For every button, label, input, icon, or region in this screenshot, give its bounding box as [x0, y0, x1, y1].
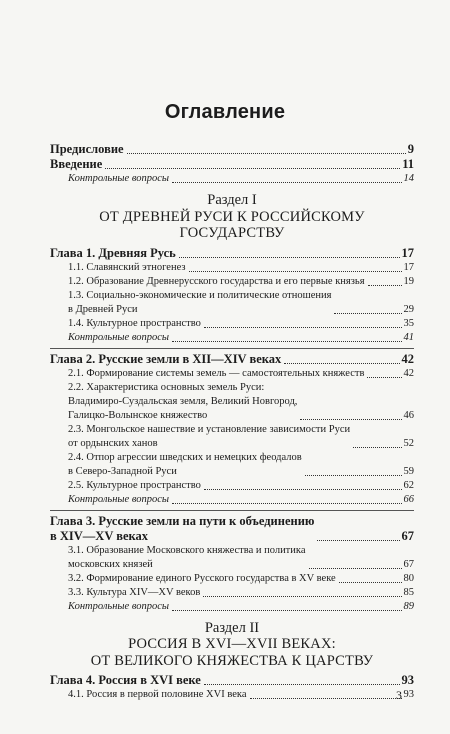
part-title: РОССИЯ В XVI—XVII ВЕКАХ: ОТ ВЕЛИКОГО КНЯЖЕСТВА К ЦАРСТВУ: [90, 636, 374, 669]
entry-page: 11: [402, 157, 414, 171]
toc-chapter-entry[interactable]: [50, 157, 414, 172]
toc-section-entry[interactable]: [50, 572, 414, 586]
entry-page: 42: [403, 367, 414, 379]
entry-page: 93: [403, 689, 414, 700]
dot-leader: [250, 698, 402, 699]
dot-leader: [203, 596, 401, 597]
entry-page: 80: [403, 572, 414, 584]
entry-title: Предисловие: [50, 142, 124, 156]
page-number: 3: [396, 688, 402, 702]
entry-page: 19: [403, 275, 414, 287]
entry-page: 41: [403, 331, 414, 343]
entry-title: Контрольные вопросы: [68, 600, 170, 612]
entry-page: 17: [403, 261, 414, 273]
entry-title: Глава 1. Древняя Русь: [50, 245, 176, 260]
entry-page: 29: [403, 303, 414, 315]
entry-title: 2.4. Отпор агрессии шведских и немецких феодалов в Северо-Западной Руси: [68, 451, 302, 477]
toc-section-entry[interactable]: [50, 275, 414, 289]
entry-page: 85: [403, 586, 414, 598]
dot-leader: [189, 271, 402, 272]
part-label: Раздел I: [207, 192, 257, 208]
part-title: ОТ ДРЕВНЕЙ РУСИ К РОССИЙСКОМУ ГОСУДАРСТВУ: [99, 208, 365, 241]
dot-leader: [172, 341, 401, 342]
dot-leader: [284, 363, 399, 364]
dot-leader: [339, 582, 402, 583]
toc-chapter-entry[interactable]: [50, 673, 414, 688]
entry-page: 89: [403, 600, 414, 612]
toc-chapter-entry[interactable]: [50, 514, 414, 544]
dot-leader: [179, 257, 400, 258]
divider: [50, 510, 414, 511]
toc-questions-entry[interactable]: [50, 600, 414, 614]
dot-leader: [309, 568, 402, 569]
toc-section-entry[interactable]: [50, 586, 414, 600]
table-of-contents: [50, 142, 414, 702]
toc-section-entry[interactable]: [50, 367, 414, 381]
entry-title: 3.3. Культура XIV—XV веков: [68, 586, 201, 598]
entry-page: 14: [403, 173, 414, 184]
dot-leader: [334, 313, 401, 314]
dot-leader: [300, 419, 401, 420]
dot-leader: [172, 182, 401, 183]
toc-section-entry[interactable]: [50, 479, 414, 493]
entry-title: Глава 3. Русские земли на пути к объединению в XIV—XV веках: [50, 513, 315, 543]
divider: [50, 348, 414, 349]
entry-page: 59: [403, 465, 414, 477]
dot-leader: [172, 610, 401, 611]
entry-title: Контрольные вопросы: [68, 493, 170, 505]
toc-section-entry[interactable]: [50, 688, 414, 702]
entry-title: 3.2. Формирование единого Русского государства в XV веке: [68, 572, 336, 584]
dot-leader: [353, 447, 401, 448]
entry-title: Глава 4. Россия в XVI веке: [50, 673, 201, 687]
entry-title: 2.2. Характеристика основных земель Руси: Владимиро-Суздальская земля, Великий Новгород, Галицко-Волынское княжество: [68, 381, 298, 421]
part-label: Раздел II: [204, 619, 260, 636]
toc-section-entry[interactable]: [50, 289, 414, 317]
entry-page: 9: [407, 142, 414, 156]
entry-page: 67: [403, 558, 414, 570]
entry-title: Глава 2. Русские земли в XII—XIV веках: [50, 351, 282, 366]
entry-title: 1.3. Социально-экономические и политические отношения в Древней Руси: [68, 289, 332, 315]
entry-page: 67: [401, 528, 414, 543]
dot-leader: [367, 377, 401, 378]
toc-section-entry[interactable]: [50, 381, 414, 423]
entry-page: 35: [403, 317, 414, 329]
entry-title: 2.1. Формирование системы земель — самостоятельных княжеств: [68, 367, 365, 379]
dot-leader: [172, 503, 401, 504]
toc-chapter-entry[interactable]: [50, 352, 414, 367]
entry-title: Контрольные вопросы: [68, 331, 170, 343]
entry-title: 4.1. Россия в первой половине XVI века: [68, 689, 247, 700]
toc-section-entry[interactable]: [50, 544, 414, 572]
entry-title: 1.2. Образование Древнерусского государства и его первые князья: [68, 275, 365, 287]
entry-title: 2.5. Культурное пространство: [68, 479, 201, 491]
toc-chapter-entry[interactable]: [50, 142, 414, 157]
dot-leader: [105, 168, 400, 169]
toc-chapter-entry[interactable]: [50, 246, 414, 261]
toc-section-entry[interactable]: [50, 423, 414, 451]
entry-page: 42: [401, 351, 414, 366]
dot-leader: [204, 489, 402, 490]
toc-section-entry[interactable]: [50, 451, 414, 479]
toc-questions-entry[interactable]: [50, 331, 414, 345]
entry-page: 62: [403, 479, 414, 491]
part-heading: [50, 192, 414, 242]
toc-questions-entry[interactable]: [50, 172, 414, 186]
toc-questions-entry[interactable]: [50, 493, 414, 507]
toc-section-entry[interactable]: [50, 317, 414, 331]
dot-leader: [317, 540, 399, 541]
entry-page: 17: [401, 245, 414, 260]
entry-title: 1.1. Славянский этногенез: [68, 261, 186, 273]
entry-page: 93: [401, 673, 414, 687]
toc-section-entry[interactable]: [50, 261, 414, 275]
dot-leader: [204, 684, 400, 685]
entry-page: 46: [403, 409, 414, 421]
page-title: Оглавление: [164, 101, 286, 123]
entry-title: 3.1. Образование Московского княжества и политика московских князей: [68, 544, 306, 570]
entry-title: Контрольные вопросы: [68, 173, 170, 184]
entry-title: 2.3. Монгольское нашествие и установление зависимости Руси от ордынских ханов: [68, 423, 351, 449]
part-heading: [50, 620, 414, 670]
dot-leader: [204, 327, 402, 328]
dot-leader: [368, 285, 402, 286]
entry-title: Введение: [50, 157, 103, 171]
entry-title: 1.4. Культурное пространство: [68, 317, 201, 329]
entry-page: 52: [403, 437, 414, 449]
dot-leader: [127, 153, 406, 154]
entry-page: 66: [403, 493, 414, 505]
dot-leader: [305, 475, 402, 476]
